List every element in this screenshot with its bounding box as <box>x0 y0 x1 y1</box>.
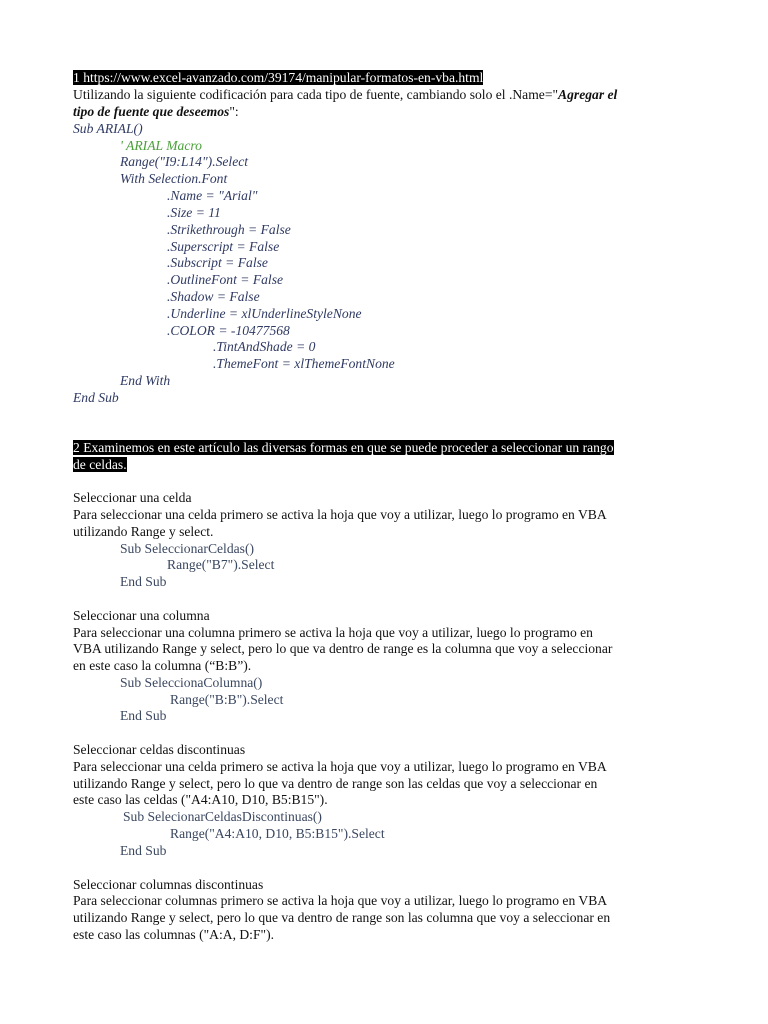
code-line: .COLOR = -10477568 <box>167 323 290 338</box>
intro-bold: Agregar el <box>558 87 618 102</box>
section1-intro-line1 <box>73 86 617 103</box>
block-text: utilizando Range y select, pero lo que va dentro de range son las celdas que voy a seleccionar en <box>73 776 598 791</box>
code-line: .Superscript = False <box>167 239 280 254</box>
block-text: Para seleccionar una columna primero se activa la hoja que voy a utilizar, luego lo programo en <box>73 625 593 640</box>
code-line: End Sub <box>120 843 167 858</box>
code-line: Range("B:B").Select <box>170 692 284 707</box>
block-text: utilizando Range y select, pero lo que va dentro de range son las columna que voy a seleccionar en <box>73 910 611 925</box>
section2-heading-line2 <box>73 456 127 473</box>
code-line: End Sub <box>120 574 167 589</box>
block-title: Seleccionar columnas discontinuas <box>73 877 264 892</box>
code-line: .TintAndShade = 0 <box>213 339 316 354</box>
block-title: Seleccionar celdas discontinuas <box>73 742 246 757</box>
code-line: End With <box>120 373 171 388</box>
block-text: en este caso la columna (“B:B”). <box>73 658 252 673</box>
code-line: Range("B7").Select <box>167 557 275 572</box>
code-line: Sub ARIAL() <box>73 121 143 136</box>
block-text: Para seleccionar una celda primero se activa la hoja que voy a utilizar, luego lo programo en VBA <box>73 507 607 522</box>
code-line: .Name = "Arial" <box>167 188 258 203</box>
code-line: Sub SeleccionarCeldas() <box>120 541 255 556</box>
section2-heading-line1 <box>73 439 614 456</box>
block-title: Seleccionar una celda <box>73 490 192 505</box>
block-text: este caso las columnas ("A:A, D:F"). <box>73 927 274 942</box>
code-line: With Selection.Font <box>120 171 228 186</box>
section2-heading-text: 2 Examinemos en este artículo las diversas formas en que se puede proceder a seleccionar un rango <box>73 440 614 455</box>
code-line: Sub SeleccionaColumna() <box>120 675 263 690</box>
code-line: Sub SelecionarCeldasDiscontinuas() <box>123 809 322 824</box>
block-text: utilizando Range y select. <box>73 524 214 539</box>
code-line: .Size = 11 <box>167 205 221 220</box>
block-text: VBA utilizando Range y select, pero lo que va dentro de range es la columna que voy a seleccionar <box>73 641 613 656</box>
block-text: este caso las celdas ("A4:A10, D10, B5:B15"). <box>73 792 328 807</box>
section2-heading-text: de celdas. <box>73 457 127 472</box>
section1-heading <box>73 69 483 86</box>
code-line: .ThemeFont = xlThemeFontNone <box>213 356 395 371</box>
block-text: Para seleccionar columnas primero se activa la hoja que voy a utilizar, luego lo programo en VBA <box>73 893 608 908</box>
code-line: End Sub <box>73 390 119 405</box>
code-line: .Subscript = False <box>167 255 268 270</box>
intro-text: Utilizando la siguiente codificación para cada tipo de fuente, cambiando solo el .Name=" <box>73 87 559 102</box>
code-line: .Strikethrough = False <box>167 222 291 237</box>
code-line: .Shadow = False <box>167 289 260 304</box>
code-line: Range("I9:L14").Select <box>120 154 249 169</box>
code-line: End Sub <box>120 708 167 723</box>
section1-intro-line2 <box>73 103 239 120</box>
block-title: Seleccionar una columna <box>73 608 210 623</box>
section1-heading-text: 1 https://www.excel-avanzado.com/39174/manipular-formatos-en-vba.html <box>73 70 484 85</box>
code-line: .Underline = xlUnderlineStyleNone <box>167 306 362 321</box>
block-text: Para seleccionar una celda primero se activa la hoja que voy a utilizar, luego lo programo en VBA <box>73 759 607 774</box>
intro-bold: tipo de fuente que deseemos <box>73 104 230 119</box>
code-line: .OutlineFont = False <box>167 272 284 287</box>
code-line: Range("A4:A10, D10, B5:B15").Select <box>170 826 385 841</box>
code-comment: ' ARIAL Macro <box>120 138 202 153</box>
intro-text: ": <box>229 104 239 119</box>
